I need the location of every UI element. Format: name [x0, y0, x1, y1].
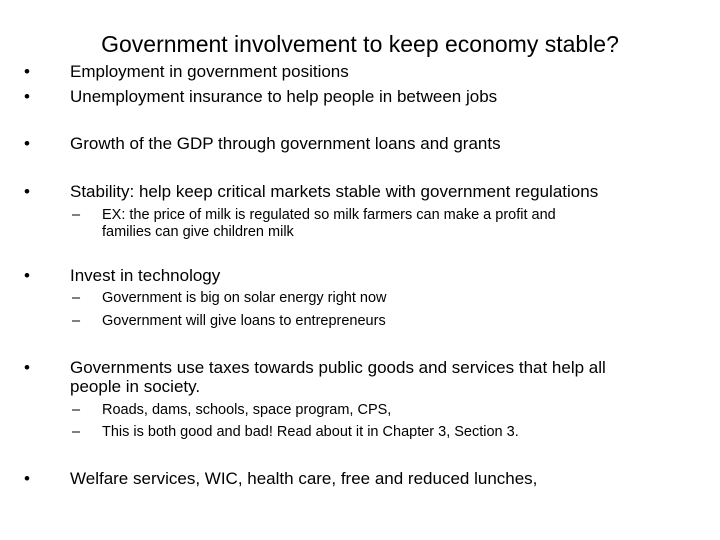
- sub-bullet-text: Government is big on solar energy right now: [102, 290, 387, 306]
- bullet-icon: •: [24, 358, 30, 377]
- bullet-text: Welfare services, WIC, health care, free and reduced lunches,: [70, 469, 538, 488]
- bullet-icon: •: [24, 62, 30, 81]
- bullet-text: Stability: help keep critical markets stable with government regulations: [70, 182, 599, 201]
- bullet-text: people in society.: [70, 377, 201, 396]
- bullet-icon: •: [24, 469, 30, 488]
- dash-icon: –: [72, 402, 81, 418]
- bullet-text: Invest in technology: [70, 266, 221, 285]
- sub-bullet-text: Government will give loans to entrepreneurs: [102, 313, 386, 329]
- slide-title: [0, 29, 720, 59]
- sub-bullet-text: families can give children milk: [102, 224, 294, 240]
- bullet-icon: •: [24, 134, 30, 153]
- bullet-text: Growth of the GDP through government loans and grants: [70, 134, 501, 153]
- dash-icon: –: [72, 424, 81, 440]
- bullet-text: Employment in government positions: [70, 62, 349, 81]
- bullet-icon: •: [24, 87, 30, 106]
- sub-bullet-text: Roads, dams, schools, space program, CPS,: [102, 402, 392, 418]
- slide-title-text: Government involvement to keep economy stable?: [101, 31, 619, 57]
- bullet-icon: •: [24, 182, 30, 201]
- dash-icon: –: [72, 290, 81, 306]
- sub-bullet-text: EX: the price of milk is regulated so milk farmers can make a profit and: [102, 207, 556, 223]
- bullet-icon: •: [24, 266, 30, 285]
- dash-icon: –: [72, 313, 81, 329]
- sub-bullet-text: This is both good and bad! Read about it in Chapter 3, Section 3.: [102, 424, 519, 440]
- dash-icon: –: [72, 207, 81, 223]
- bullet-text: Governments use taxes towards public goods and services that help all: [70, 358, 606, 377]
- bullet-text: Unemployment insurance to help people in between jobs: [70, 87, 498, 106]
